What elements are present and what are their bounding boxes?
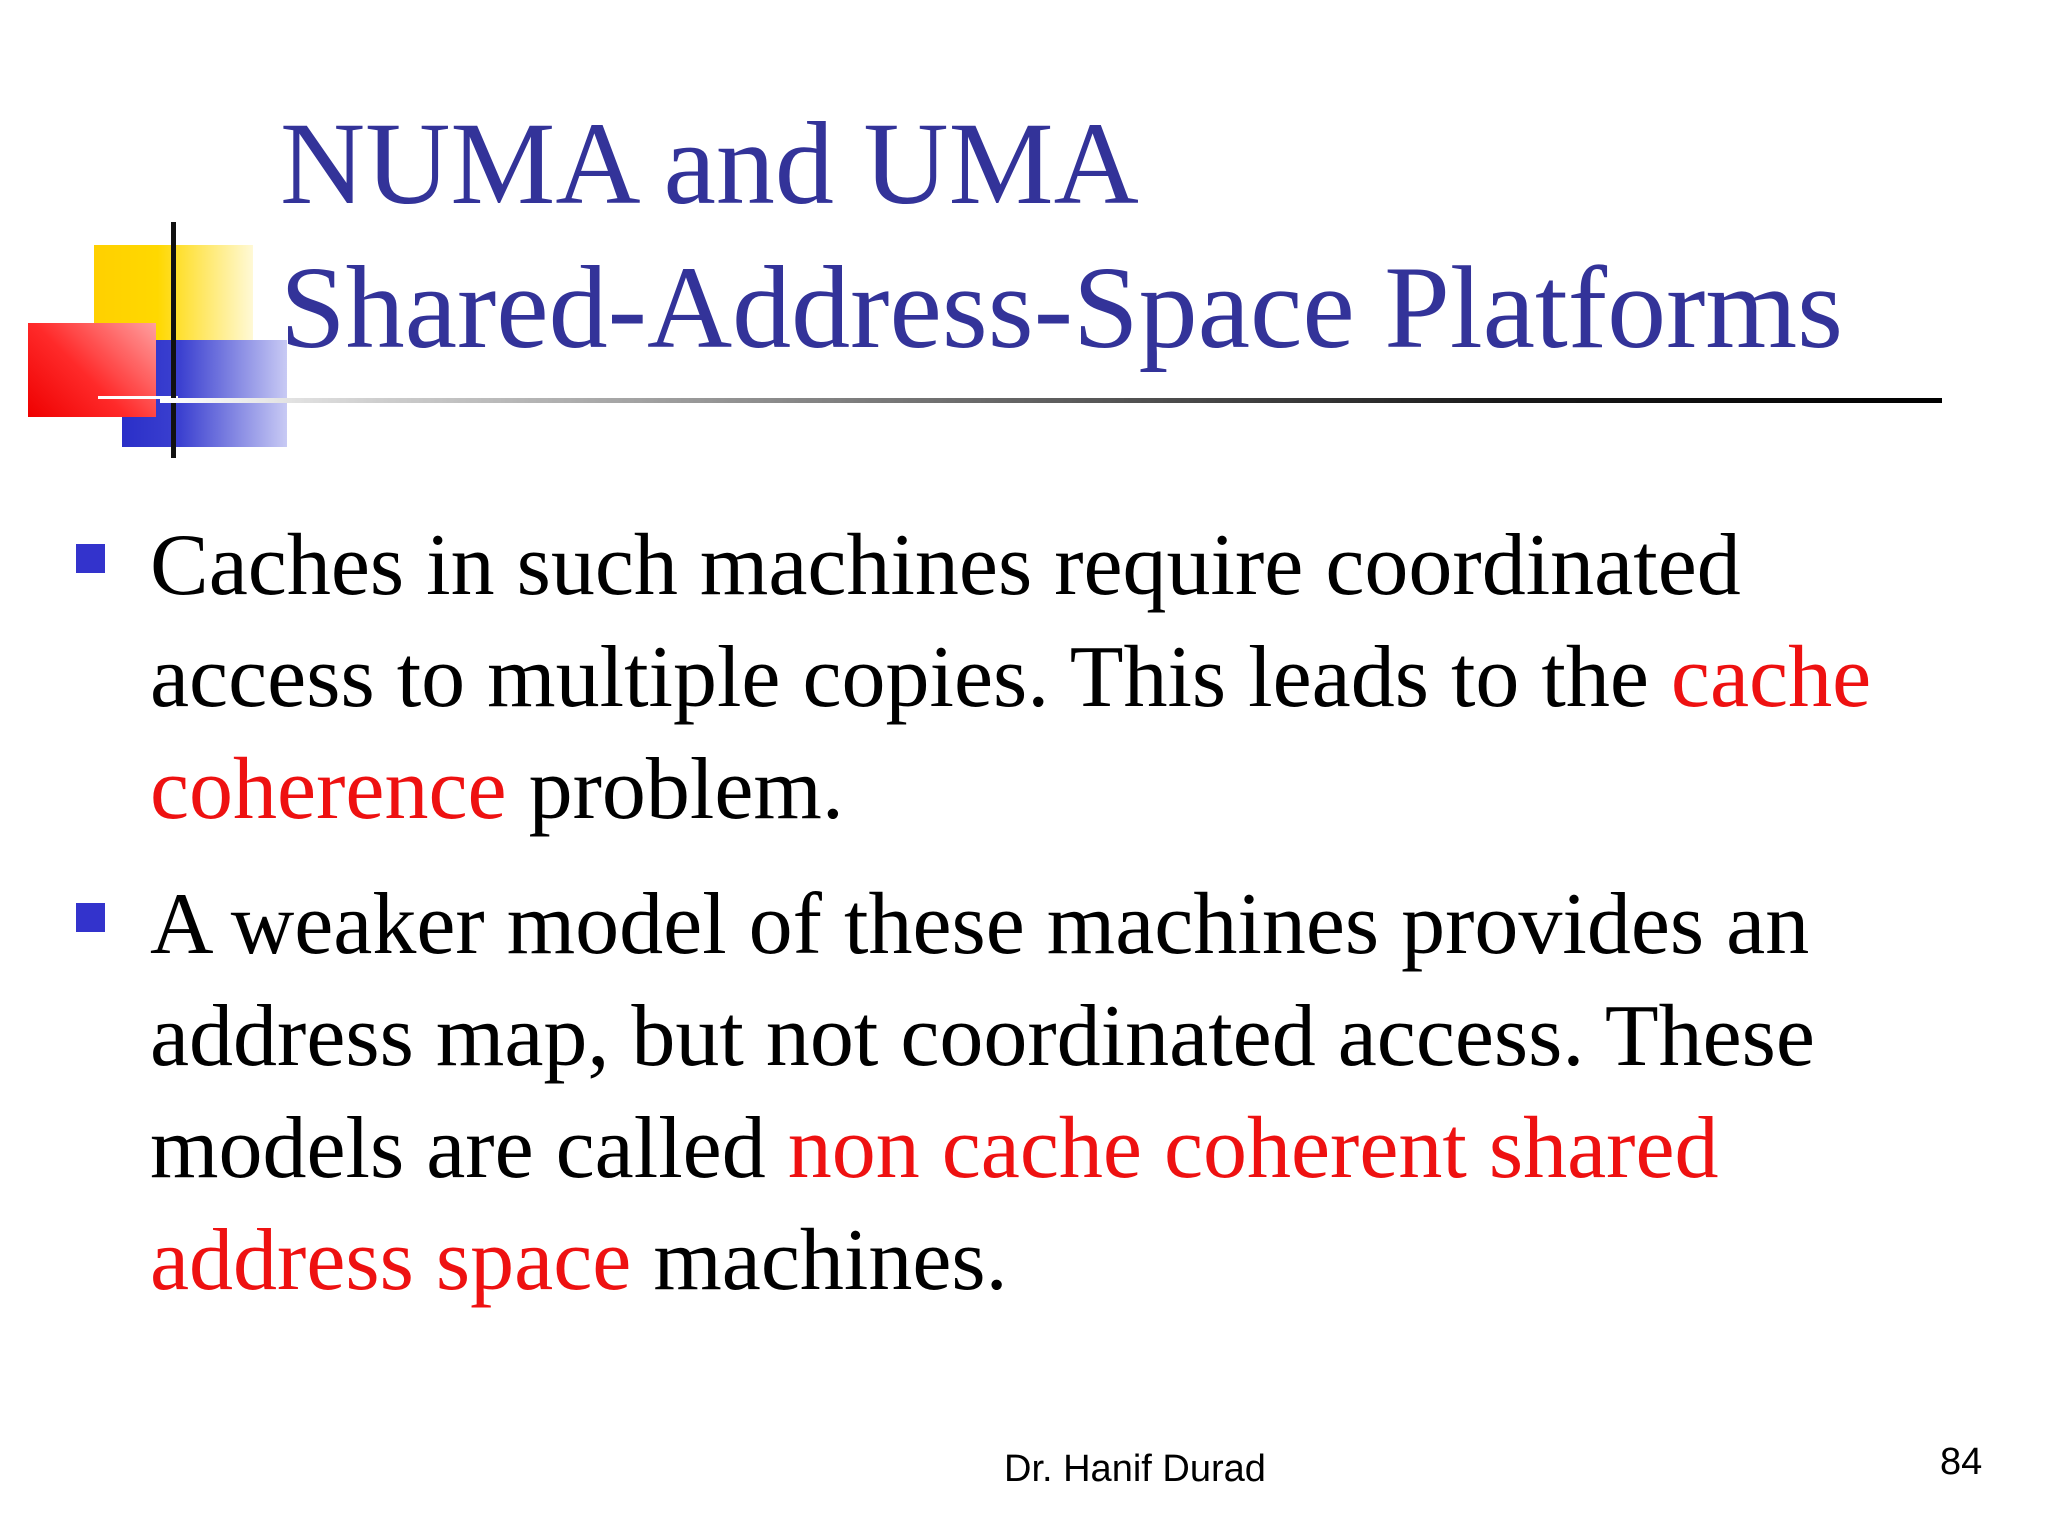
footer-author: Dr. Hanif Durad	[1004, 1448, 1266, 1490]
title-line-2: Shared-Address-Space Platforms	[280, 242, 1844, 373]
bullet-text: Caches in such machines require coordinated access to multiple copies. This leads to the	[150, 517, 1741, 726]
square-bullet-icon	[76, 544, 105, 573]
bullet-text: problem.	[506, 741, 844, 838]
bullet-item	[150, 869, 1950, 1317]
slide-title	[280, 92, 1843, 380]
decor-red-block	[28, 323, 156, 417]
page-number: 84	[1940, 1441, 1983, 1483]
title-underline	[160, 398, 1942, 403]
decor-vertical-line	[171, 222, 176, 458]
bullet-item	[150, 510, 1950, 846]
square-bullet-icon	[76, 903, 105, 932]
bullet-highlight: cache coherence	[150, 629, 1872, 838]
bullet-text: machines.	[631, 1212, 1008, 1309]
title-line-1: NUMA and UMA	[280, 98, 1139, 229]
bullet-highlight: non cache coherent shared address space	[150, 1100, 1719, 1309]
bullet-list	[150, 510, 1950, 1340]
bullet-text: A weaker model of these machines provides an address map, but not coordinated access. These models are called	[150, 876, 1815, 1197]
